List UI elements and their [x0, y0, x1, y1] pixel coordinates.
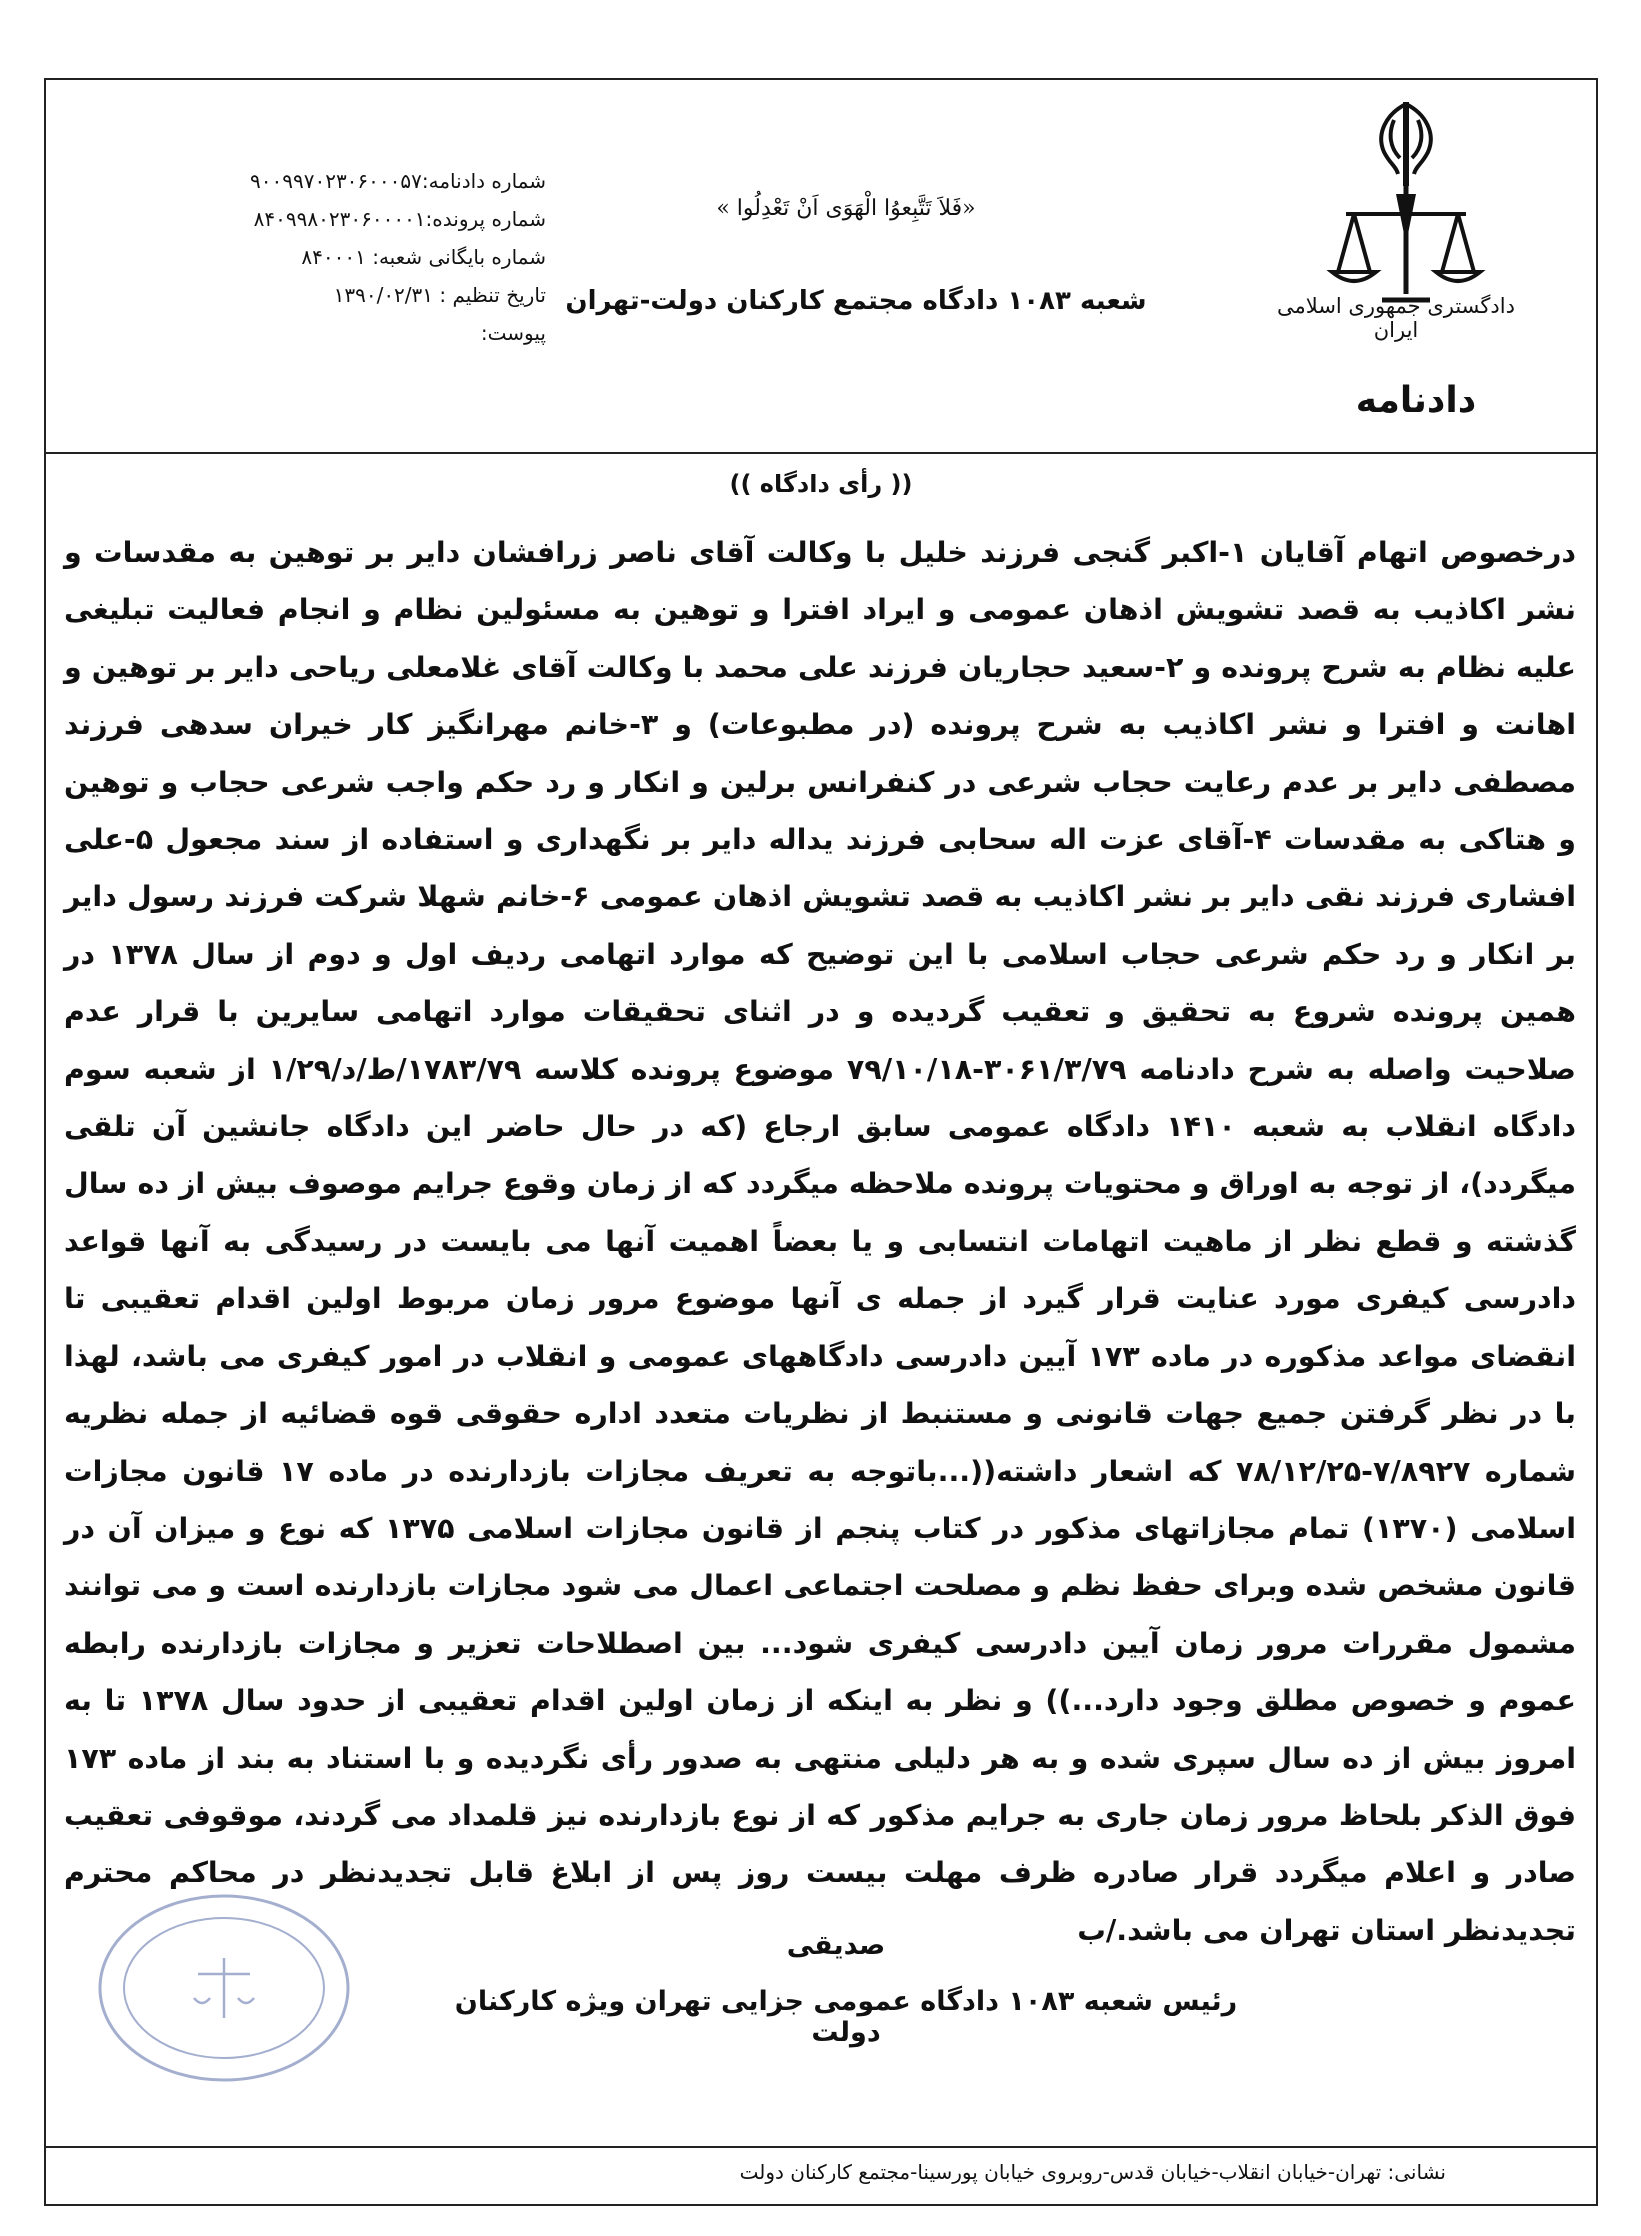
issue-date: تاریخ تنظیم : ۱۳۹۰/۰۲/۳۱	[333, 283, 546, 307]
motto: «فَلاَ تَتَّبِعوُا الْهَوَی اَنْ تَعْدِلُوا »	[716, 196, 976, 221]
archive-number: شماره بایگانی شعبه: ۸۴۰۰۰۱	[301, 245, 546, 269]
case-number: شماره پرونده:۸۴۰۹۹۸۰۲۳۰۶۰۰۰۰۱	[253, 207, 546, 231]
court-stamp-icon	[94, 1888, 354, 2088]
court-name: شعبه ۱۰۸۳ دادگاه مجتمع کارکنان دولت-تهران	[565, 286, 1147, 316]
document-metadata	[146, 162, 546, 352]
judge-title: رئیس شعبه ۱۰۸۳ دادگاه عمومی جزایی تهران ویژه کارکنان دولت	[454, 1986, 1238, 2048]
document-type: دادنامه	[1355, 380, 1477, 421]
attachment-label: پیوست:	[480, 321, 546, 345]
document-header	[46, 80, 1596, 454]
court-address: نشانی: تهران-خیابان انقلاب-خیابان قدس-روبروی خیابان پورسینا-مجتمع کارکنان دولت	[739, 2160, 1446, 2184]
document-frame	[44, 78, 1598, 2206]
verdict-title: (( رأی دادگاه ))	[729, 470, 913, 498]
judiciary-emblem-icon	[1326, 94, 1486, 314]
organization-name: دادگستری جمهوری اسلامی ایران	[1277, 294, 1515, 342]
verdict-number: شماره دادنامه:۹۰۰۹۹۷۰۲۳۰۶۰۰۰۵۷	[250, 169, 546, 193]
verdict-body: درخصوص اتهام آقایان ۱-اکبر گنجی فرزند خلیل با وکالت آقای ناصر زرافشان دایر بر توهین به مقدسات و نشر اکاذیب به قصد تشویش اذهان عمومی و ایراد افترا و توهین به مسئولین نظام و انجام فعالیت تبلیغی علیه نظام به شرح پرونده و ۲-سعید حجاریان فرزند علی محمد با وکالت آقای غلامعلی ریاحی دایر بر توهین و اهانت و افترا و نشر اکاذیب به شرح پرونده (در مطبوعات) و ۳-خانم مهرانگیز کار خیران سدهی فرزند مصطفی دایر بر عدم رعایت حجاب شرعی در کنفرانس برلین و انکار و رد حکم واجب شرعی حجاب و توهین و هتاکی به مقدسات ۴-آقای عزت اله سحابی فرزند یداله دایر بر نگهداری و استفاده از سند مجعول ۵-علی افشاری فرزند نقی دایر بر نشر اکاذیب به قصد تشویش اذهان عمومی ۶-خانم شهلا شرکت فرزند رسول دایر بر انکار و رد حکم شرعی حجاب اسلامی با این توضیح که موارد اتهامی ردیف اول و دوم از سال ۱۳۷۸ در همین پرونده شروع به تحقیق و تعقیب گردیده و در اثنای تحقیقات موارد اتهامی سایرین با قرار عدم صلاحیت واصله به شرح دادنامه ۳۰۶۱/۳/۷۹-۷۹/۱۰/۱۸ موضوع پرونده کلاسه ۱۷۸۳/۷۹/ط/د/۱/۲۹ از شعبه سوم دادگاه انقلاب به شعبه ۱۴۱۰ دادگاه عمومی سابق ارجاع (که در حال حاضر این دادگاه جانشین آن تلقی میگردد)، از توجه به اوراق و محتویات پرونده ملاحظه میگردد که از زمان وقوع جرایم موصوف بیش از ده سال گذشته و قطع نظر از ماهیت اتهامات انتسابی و یا بعضاً اهمیت آنها می بایست در رسیدگی به آنها قواعد دادرسی کیفری مورد عنایت قرار گیرد از جمله ی آنها موضوع مرور زمان مربوط اولین اقدام تعقیبی تا انقضای مواعد مذکوره در ماده ۱۷۳ آیین دادرسی دادگاههای عمومی و انقلاب در امور کیفری می باشد، لهذا با در نظر گرفتن جمیع جهات قانونی و مستنبط از نظریات متعدد اداره حقوقی قوه قضائیه از جمله نظریه شماره ۷/۸۹۲۷-۷۸/۱۲/۲۵ که اشعار داشته((...باتوجه به تعریف مجازات بازدارنده در ماده ۱۷ قانون مجازات اسلامی (۱۳۷۰) تمام مجازاتهای مذکور در کتاب پنجم از قانون مجازات اسلامی ۱۳۷۵ که نوع و میزان آن در قانون مشخص شده وبرای حفظ نظم و مصلحت اجتماعی اعمال می شود مجازات بازدارنده است و می توانند مشمول مقررات مرور زمان آیین دادرسی کیفری شود... بین اصطلاحات تعزیر و مجازات بازدارنده رابطه عموم و خصوص مطلق وجود دارد...)) و نظر به اینکه از زمان اولین اقدام تعقیبی از حدود سال ۱۳۷۸ تا به امروز بیش از ده سال سپری شده و به هر دلیلی منتهی به صدور رأی نگردیده و با استناد به بند از ماده ۱۷۳ فوق الذکر بلحاظ مرور زمان جاری به جرایم مذکور که از نوع بازدارنده نیز قلمداد می گردند، موقوفی تعقیب صادر و اعلام میگردد قرار صادره ظرف مهلت بیست روز پس از ابلاغ قابل تجدیدنظر در محاکم محترم تجدیدنظر استان تهران می باشد./ب	[64, 536, 1577, 1947]
document-footer	[46, 2146, 1596, 2204]
judge-name: صدیقی	[786, 1930, 886, 1961]
